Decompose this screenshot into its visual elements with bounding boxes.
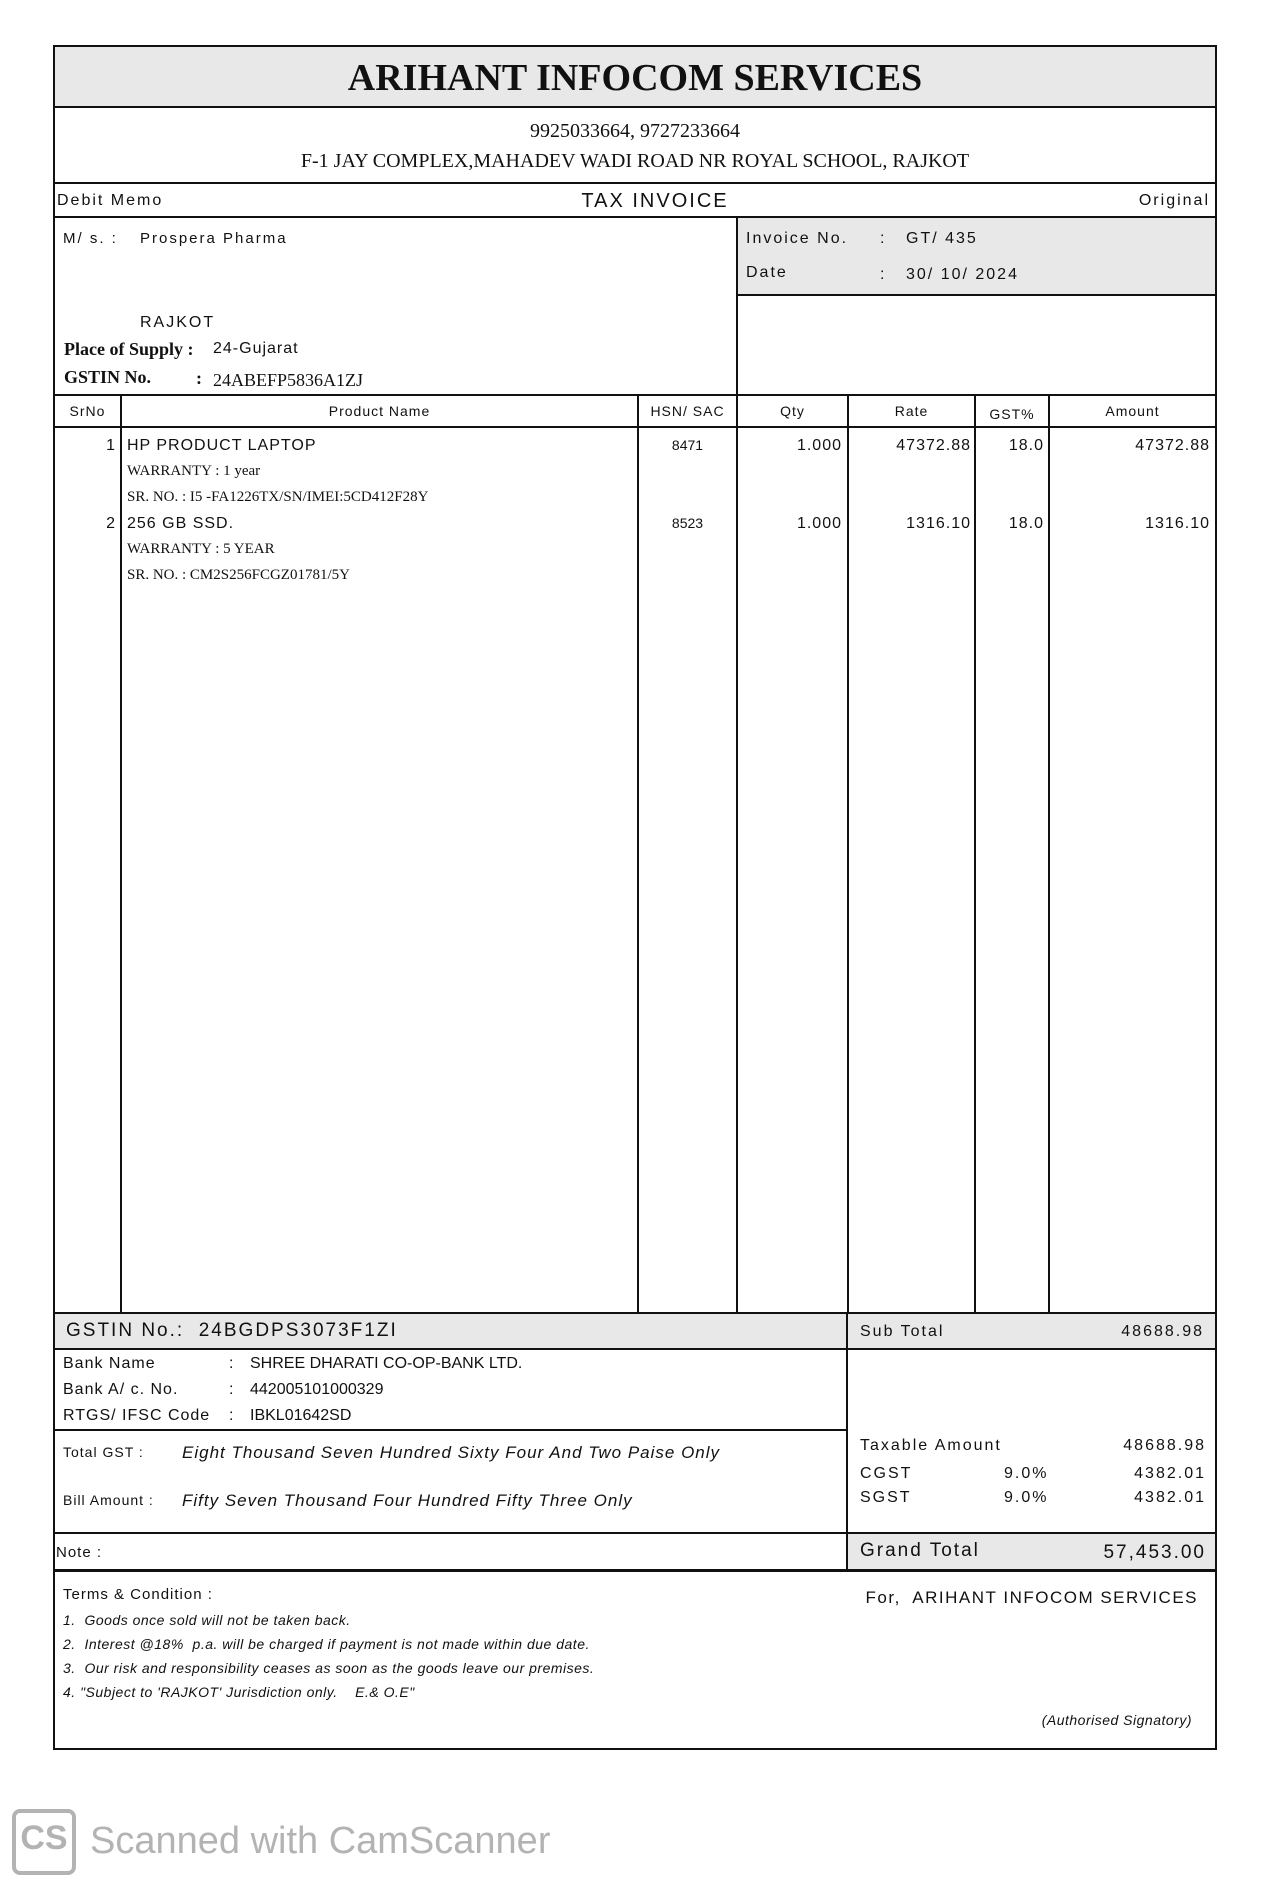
col-gst: GST% bbox=[989, 406, 1035, 422]
row-warranty: WARRANTY : 5 YEAR bbox=[127, 541, 275, 557]
divider bbox=[53, 1429, 848, 1431]
bank-ac-label: Bank A/ c. No. bbox=[63, 1381, 179, 1398]
bank-name-value: SHREE DHARATI CO-OP-BANK LTD. bbox=[250, 1355, 523, 1372]
seller-gstin: GSTIN No.: 24BGDPS3073F1ZI bbox=[66, 1320, 398, 1341]
divider bbox=[53, 106, 1217, 108]
authorised-signatory: (Authorised Signatory) bbox=[1041, 1712, 1192, 1728]
row-serial: SR. NO. : I5 -FA1226TX/SN/IMEI:5CD412F28Y bbox=[127, 489, 429, 505]
divider bbox=[120, 394, 122, 1314]
bank-colon: : bbox=[229, 1381, 234, 1398]
col-rate: Rate bbox=[894, 403, 929, 419]
bill-amount-words: Fifty Seven Thousand Four Hundred Fifty Three Only bbox=[182, 1491, 633, 1510]
divider bbox=[637, 394, 639, 1314]
camscanner-text: Scanned with CamScanner bbox=[90, 1820, 551, 1862]
row-warranty: WARRANTY : 1 year bbox=[127, 463, 261, 479]
row-srno: 2 bbox=[106, 515, 115, 532]
col-hsn: HSN/ SAC bbox=[650, 403, 725, 419]
divider bbox=[53, 1348, 1217, 1350]
bank-colon: : bbox=[229, 1355, 234, 1372]
subtotal-value: 48688.98 bbox=[1121, 1323, 1204, 1340]
company-name: ARIHANT INFOCOM SERVICES bbox=[347, 57, 923, 99]
divider bbox=[736, 216, 738, 394]
divider bbox=[736, 294, 1217, 296]
buyer-city: RAJKOT bbox=[140, 314, 216, 331]
total-gst-words: Eight Thousand Seven Hundred Sixty Four And Two Paise Only bbox=[182, 1443, 721, 1462]
sgst-label: SGST bbox=[860, 1489, 912, 1506]
row-qty: 1.000 bbox=[796, 437, 842, 454]
buyer-gstin-label: GSTIN No. bbox=[64, 367, 152, 387]
date-label: Date bbox=[746, 264, 788, 281]
signature-for-line: For, ARIHANT INFOCOM SERVICES bbox=[865, 1588, 1198, 1607]
terms-item: 3. Our risk and responsibility ceases as soon as the goods leave our premises. bbox=[63, 1660, 595, 1676]
company-phones: 9925033664, 9727233664 bbox=[530, 120, 740, 142]
original-label: Original bbox=[1138, 192, 1210, 209]
invoice-no-value: GT/ 435 bbox=[906, 230, 978, 247]
cgst-value: 4382.01 bbox=[1134, 1465, 1206, 1482]
place-of-supply-label: Place of Supply : bbox=[64, 339, 194, 359]
ms-label: M/ s. : bbox=[63, 230, 118, 247]
terms-item: 4. "Subject to 'RAJKOT' Jurisdiction only. E.& O.E" bbox=[63, 1684, 415, 1700]
divider bbox=[53, 182, 1217, 184]
date-colon: : bbox=[880, 266, 885, 283]
company-address: F-1 JAY COMPLEX,MAHADEV WADI ROAD NR ROYAL SCHOOL, RAJKOT bbox=[300, 150, 970, 172]
col-srno: SrNo bbox=[69, 403, 106, 419]
bank-name-label: Bank Name bbox=[63, 1355, 156, 1372]
tax-invoice-title: TAX INVOICE bbox=[581, 190, 729, 212]
place-of-supply-value: 24-Gujarat bbox=[213, 340, 299, 357]
ifsc-value: IBKL01642SD bbox=[250, 1407, 352, 1424]
row-product-name: 256 GB SSD. bbox=[127, 515, 235, 532]
terms-item: 1. Goods once sold will not be taken back. bbox=[63, 1612, 351, 1628]
taxable-amount-label: Taxable Amount bbox=[860, 1437, 1002, 1454]
row-hsn: 8523 bbox=[671, 515, 704, 531]
camscanner-logo-text: CS bbox=[20, 1819, 68, 1857]
col-amount: Amount bbox=[1105, 403, 1160, 419]
row-rate: 1316.10 bbox=[906, 515, 971, 532]
row-gst: 18.0 bbox=[1008, 437, 1044, 454]
divider bbox=[53, 426, 1217, 428]
date-value: 30/ 10/ 2024 bbox=[906, 266, 1019, 283]
buyer-gstin-colon: : bbox=[196, 368, 202, 388]
invoice-no-colon: : bbox=[880, 230, 885, 247]
total-gst-label: Total GST : bbox=[63, 1444, 144, 1460]
divider bbox=[53, 394, 1217, 396]
divider bbox=[53, 1312, 1217, 1314]
row-srno: 1 bbox=[106, 437, 115, 454]
buyer-gstin-value: 24ABEFP5836A1ZJ bbox=[213, 370, 364, 390]
row-product-name: HP PRODUCT LAPTOP bbox=[127, 437, 317, 454]
taxable-amount-value: 48688.98 bbox=[1123, 1437, 1206, 1454]
buyer-name: Prospera Pharma bbox=[140, 230, 288, 247]
terms-title: Terms & Condition : bbox=[63, 1586, 213, 1603]
col-qty: Qty bbox=[780, 403, 805, 419]
ifsc-label: RTGS/ IFSC Code bbox=[63, 1407, 211, 1424]
terms-item: 2. Interest @18% p.a. will be charged if payment is not made within due date. bbox=[63, 1636, 590, 1652]
debit-memo-label: Debit Memo bbox=[57, 192, 164, 209]
subtotal-label: Sub Total bbox=[860, 1323, 945, 1340]
invoice-no-label: Invoice No. bbox=[746, 230, 849, 247]
cgst-rate: 9.0% bbox=[1004, 1465, 1049, 1482]
grand-total-value: 57,453.00 bbox=[1103, 1542, 1206, 1563]
cgst-label: CGST bbox=[860, 1465, 913, 1482]
divider bbox=[53, 1569, 1217, 1572]
row-gst: 18.0 bbox=[1008, 515, 1044, 532]
row-rate: 47372.88 bbox=[896, 437, 971, 454]
camscanner-logo bbox=[12, 1809, 76, 1875]
row-amount: 1316.10 bbox=[1145, 515, 1210, 532]
col-product-name: Product Name bbox=[328, 403, 431, 419]
note-label: Note : bbox=[56, 1544, 103, 1561]
bank-ac-value: 442005101000329 bbox=[250, 1381, 384, 1398]
row-qty: 1.000 bbox=[796, 515, 842, 532]
row-serial: SR. NO. : CM2S256FCGZ01781/5Y bbox=[127, 567, 350, 583]
grand-total-label: Grand Total bbox=[860, 1540, 980, 1561]
row-hsn: 8471 bbox=[671, 437, 704, 453]
row-amount: 47372.88 bbox=[1135, 437, 1210, 454]
sgst-rate: 9.0% bbox=[1004, 1489, 1049, 1506]
bank-colon: : bbox=[229, 1407, 234, 1424]
sgst-value: 4382.01 bbox=[1134, 1489, 1206, 1506]
bill-amount-label: Bill Amount : bbox=[63, 1492, 154, 1508]
